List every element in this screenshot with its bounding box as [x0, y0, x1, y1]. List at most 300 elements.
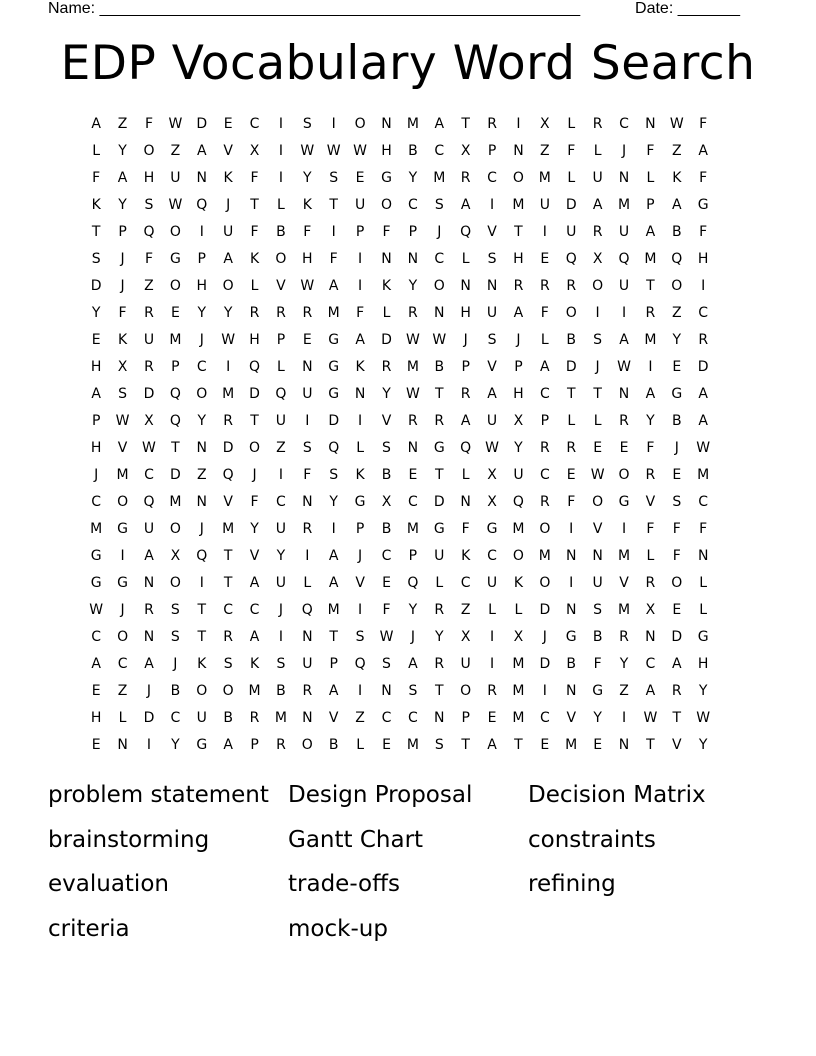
grid-cell[interactable]: S — [408, 683, 418, 699]
grid-cell[interactable]: K — [355, 467, 365, 483]
grid-cell[interactable]: M — [644, 332, 657, 348]
grid-cell[interactable]: J — [542, 629, 547, 645]
grid-cell[interactable]: S — [487, 332, 497, 348]
grid-cell[interactable]: N — [381, 116, 392, 132]
grid-cell[interactable]: M — [512, 710, 525, 726]
name-field[interactable]: Name: ______________________________________________________ — [48, 0, 581, 17]
grid-cell[interactable]: B — [566, 332, 577, 348]
grid-cell[interactable]: R — [276, 305, 286, 321]
grid-cell[interactable]: W — [300, 143, 315, 159]
grid-cell[interactable]: I — [489, 629, 495, 645]
grid-cell[interactable]: O — [169, 224, 181, 240]
grid-cell[interactable]: I — [621, 521, 627, 537]
grid-cell[interactable]: Q — [618, 251, 630, 267]
grid-cell[interactable]: V — [566, 710, 577, 726]
grid-cell[interactable]: E — [619, 440, 629, 456]
grid-cell[interactable]: P — [91, 413, 101, 429]
grid-cell[interactable]: W — [168, 197, 183, 213]
grid-cell[interactable]: G — [328, 332, 340, 348]
grid-cell[interactable]: D — [671, 629, 683, 645]
grid-cell[interactable]: A — [328, 548, 339, 564]
grid-cell[interactable]: Z — [619, 683, 629, 699]
grid-cell[interactable]: U — [275, 521, 287, 537]
grid-cell[interactable]: C — [170, 710, 181, 726]
grid-cell[interactable]: U — [592, 170, 603, 186]
grid-cell[interactable]: A — [672, 656, 682, 672]
grid-cell[interactable]: A — [328, 278, 339, 294]
grid-cell[interactable]: R — [381, 359, 392, 375]
grid-cell[interactable]: C — [407, 197, 418, 213]
grid-cell[interactable]: D — [697, 359, 709, 375]
grid-cell[interactable]: X — [460, 629, 471, 645]
grid-cell[interactable]: F — [461, 521, 470, 537]
grid-cell[interactable]: F — [646, 143, 655, 159]
grid-cell[interactable]: G — [433, 521, 445, 537]
grid-cell[interactable]: M — [512, 683, 525, 699]
grid-cell[interactable]: A — [672, 197, 682, 213]
grid-cell[interactable]: Y — [171, 737, 180, 753]
grid-cell[interactable]: C — [196, 359, 207, 375]
grid-cell[interactable]: E — [408, 467, 418, 483]
grid-cell[interactable]: O — [539, 521, 551, 537]
grid-cell[interactable]: S — [329, 467, 339, 483]
grid-cell[interactable]: V — [381, 413, 392, 429]
grid-cell[interactable]: J — [226, 197, 231, 213]
grid-cell[interactable]: N — [645, 629, 656, 645]
grid-cell[interactable]: M — [617, 602, 631, 618]
grid-cell[interactable]: F — [250, 494, 259, 510]
grid-cell[interactable]: K — [461, 548, 471, 564]
grid-cell[interactable]: F — [567, 143, 576, 159]
grid-cell[interactable]: C — [487, 170, 497, 186]
grid-cell[interactable]: M — [90, 521, 103, 537]
grid-cell[interactable]: N — [302, 494, 313, 510]
grid-cell[interactable]: J — [278, 602, 283, 618]
grid-cell[interactable]: T — [514, 224, 523, 240]
grid-cell[interactable]: Y — [408, 170, 418, 186]
grid-cell[interactable]: K — [355, 359, 365, 375]
grid-cell[interactable]: L — [435, 575, 444, 591]
grid-cell[interactable]: X — [487, 494, 497, 510]
grid-cell[interactable]: T — [197, 629, 207, 645]
grid-cell[interactable]: O — [117, 629, 129, 645]
grid-cell[interactable]: W — [326, 143, 341, 159]
grid-cell[interactable]: C — [91, 494, 102, 510]
grid-cell[interactable]: G — [697, 197, 709, 213]
grid-cell[interactable]: D — [539, 656, 551, 672]
grid-cell[interactable]: I — [516, 116, 521, 132]
grid-cell[interactable]: Z — [276, 440, 286, 456]
grid-cell[interactable]: C — [434, 251, 445, 267]
grid-cell[interactable]: E — [355, 170, 365, 186]
grid-cell[interactable]: G — [196, 737, 208, 753]
grid-cell[interactable]: I — [358, 251, 363, 267]
grid-cell[interactable]: O — [222, 278, 234, 294]
grid-cell[interactable]: U — [486, 575, 498, 591]
grid-cell[interactable]: A — [434, 116, 445, 132]
grid-cell[interactable]: N — [434, 710, 445, 726]
grid-cell[interactable]: B — [671, 224, 682, 240]
grid-cell[interactable]: Q — [328, 440, 340, 456]
grid-cell[interactable]: Y — [276, 548, 286, 564]
grid-cell[interactable]: Y — [408, 602, 418, 618]
grid-cell[interactable]: N — [381, 683, 392, 699]
grid-cell[interactable]: J — [358, 548, 363, 564]
grid-cell[interactable]: Q — [460, 440, 472, 456]
grid-cell[interactable]: H — [697, 251, 709, 267]
grid-cell[interactable]: N — [618, 170, 630, 186]
grid-cell[interactable]: G — [486, 521, 498, 537]
grid-cell[interactable]: J — [199, 332, 204, 348]
grid-cell[interactable]: L — [567, 413, 576, 429]
grid-cell[interactable]: U — [275, 575, 287, 591]
grid-cell[interactable]: L — [593, 413, 602, 429]
grid-cell[interactable]: H — [381, 143, 392, 159]
grid-cell[interactable]: S — [118, 386, 128, 402]
grid-cell[interactable]: C — [539, 467, 550, 483]
grid-cell[interactable]: A — [698, 386, 708, 402]
grid-cell[interactable]: O — [143, 143, 155, 159]
grid-cell[interactable]: M — [617, 548, 631, 564]
grid-cell[interactable]: C — [91, 629, 102, 645]
grid-cell[interactable]: A — [91, 116, 101, 132]
grid-cell[interactable]: U — [354, 197, 366, 213]
grid-cell[interactable]: Y — [223, 305, 233, 321]
grid-cell[interactable]: U — [592, 575, 603, 591]
grid-cell[interactable]: L — [461, 251, 470, 267]
grid-cell[interactable]: M — [538, 170, 551, 186]
grid-cell[interactable]: A — [196, 143, 207, 159]
grid-cell[interactable]: H — [513, 251, 524, 267]
grid-cell[interactable]: J — [674, 440, 679, 456]
grid-cell[interactable]: A — [698, 143, 708, 159]
grid-cell[interactable]: N — [143, 575, 155, 591]
grid-cell[interactable]: U — [196, 710, 207, 726]
grid-cell[interactable]: Y — [408, 278, 418, 294]
grid-cell[interactable]: C — [249, 602, 260, 618]
grid-cell[interactable]: G — [618, 494, 630, 510]
grid-cell[interactable]: Y — [329, 494, 338, 510]
grid-cell[interactable]: V — [487, 359, 497, 375]
grid-cell[interactable]: E — [91, 737, 101, 753]
grid-cell[interactable]: K — [249, 656, 260, 672]
grid-cell[interactable]: D — [565, 197, 577, 213]
grid-cell[interactable]: W — [590, 467, 605, 483]
grid-cell[interactable]: H — [90, 359, 102, 375]
grid-cell[interactable]: G — [169, 251, 181, 267]
grid-cell[interactable]: J — [463, 332, 468, 348]
grid-cell[interactable]: R — [592, 224, 603, 240]
grid-cell[interactable]: Q — [249, 359, 261, 375]
grid-cell[interactable]: K — [117, 332, 128, 348]
grid-cell[interactable]: A — [460, 413, 471, 429]
grid-cell[interactable]: S — [302, 116, 312, 132]
grid-cell[interactable]: Q — [143, 224, 155, 240]
grid-cell[interactable]: B — [328, 737, 339, 753]
grid-cell[interactable]: Q — [275, 386, 287, 402]
grid-cell[interactable]: T — [223, 548, 233, 564]
grid-cell[interactable]: R — [249, 710, 260, 726]
grid-cell[interactable]: T — [434, 683, 444, 699]
grid-cell[interactable]: S — [593, 332, 603, 348]
grid-cell[interactable]: J — [595, 359, 600, 375]
grid-cell[interactable]: L — [277, 359, 285, 375]
grid-cell[interactable]: F — [303, 224, 312, 240]
date-field[interactable]: Date: _______ — [635, 0, 740, 17]
grid-cell[interactable]: C — [407, 494, 418, 510]
grid-cell[interactable]: V — [592, 521, 603, 537]
grid-cell[interactable]: J — [94, 467, 99, 483]
grid-cell[interactable]: T — [329, 629, 338, 645]
grid-cell[interactable]: D — [196, 116, 208, 132]
grid-cell[interactable]: X — [460, 143, 471, 159]
grid-cell[interactable]: O — [169, 521, 181, 537]
grid-cell[interactable]: H — [460, 305, 471, 321]
grid-cell[interactable]: A — [91, 656, 101, 672]
grid-cell[interactable]: X — [592, 251, 603, 267]
grid-cell[interactable]: T — [434, 386, 444, 402]
grid-cell[interactable]: I — [489, 197, 495, 213]
grid-cell[interactable]: L — [567, 170, 576, 186]
grid-cell[interactable]: R — [223, 629, 234, 645]
grid-cell[interactable]: Y — [434, 629, 444, 645]
grid-cell[interactable]: U — [618, 278, 630, 294]
grid-cell[interactable]: E — [91, 683, 101, 699]
grid-cell[interactable]: X — [487, 467, 497, 483]
grid-cell[interactable]: Z — [144, 278, 154, 294]
grid-cell[interactable]: L — [540, 332, 549, 348]
grid-cell[interactable]: U — [460, 656, 471, 672]
grid-cell[interactable]: T — [593, 386, 602, 402]
grid-cell[interactable]: D — [539, 602, 551, 618]
grid-cell[interactable]: O — [249, 440, 261, 456]
grid-cell[interactable]: L — [646, 548, 655, 564]
grid-cell[interactable]: J — [252, 467, 257, 483]
grid-cell[interactable]: Q — [407, 575, 419, 591]
grid-cell[interactable]: Y — [303, 170, 312, 186]
grid-cell[interactable]: E — [672, 467, 682, 483]
grid-cell[interactable]: S — [170, 629, 180, 645]
grid-cell[interactable]: Z — [355, 710, 365, 726]
grid-cell[interactable]: I — [278, 629, 283, 645]
grid-cell[interactable]: O — [592, 278, 604, 294]
grid-cell[interactable]: N — [196, 170, 207, 186]
grid-cell[interactable]: C — [698, 494, 709, 510]
grid-cell[interactable]: L — [356, 440, 364, 456]
grid-cell[interactable]: A — [117, 170, 128, 186]
grid-cell[interactable]: Y — [698, 737, 708, 753]
grid-cell[interactable]: Q — [301, 602, 313, 618]
grid-cell[interactable]: C — [539, 710, 550, 726]
grid-cell[interactable]: C — [645, 656, 656, 672]
grid-cell[interactable]: W — [221, 332, 236, 348]
grid-cell[interactable]: H — [143, 170, 155, 186]
grid-cell[interactable]: E — [170, 305, 180, 321]
grid-cell[interactable]: O — [433, 278, 445, 294]
grid-cell[interactable]: I — [331, 521, 336, 537]
grid-cell[interactable]: T — [434, 467, 444, 483]
grid-cell[interactable]: R — [539, 440, 550, 456]
grid-cell[interactable]: U — [143, 332, 155, 348]
grid-cell[interactable]: Z — [540, 143, 550, 159]
grid-cell[interactable]: R — [487, 683, 497, 699]
grid-cell[interactable]: R — [566, 278, 577, 294]
grid-cell[interactable]: A — [249, 575, 260, 591]
grid-cell[interactable]: V — [223, 494, 233, 510]
grid-cell[interactable]: N — [302, 359, 313, 375]
grid-cell[interactable]: V — [117, 440, 128, 456]
grid-cell[interactable]: Y — [118, 197, 127, 213]
grid-cell[interactable]: R — [408, 305, 418, 321]
grid-cell[interactable]: W — [617, 359, 631, 375]
grid-cell[interactable]: Y — [118, 143, 127, 159]
grid-cell[interactable]: G — [381, 170, 392, 186]
grid-cell[interactable]: T — [566, 386, 576, 402]
grid-cell[interactable]: Y — [250, 521, 259, 537]
grid-cell[interactable]: S — [223, 656, 233, 672]
grid-cell[interactable]: E — [672, 602, 682, 618]
grid-cell[interactable]: N — [565, 683, 577, 699]
grid-cell[interactable]: U — [486, 413, 498, 429]
grid-cell[interactable]: A — [513, 305, 524, 321]
grid-cell[interactable]: R — [645, 305, 656, 321]
grid-cell[interactable]: R — [592, 116, 603, 132]
grid-cell[interactable]: F — [699, 170, 708, 186]
grid-cell[interactable]: N — [645, 116, 656, 132]
grid-cell[interactable]: F — [699, 116, 708, 132]
grid-cell[interactable]: C — [381, 548, 392, 564]
grid-cell[interactable]: H — [90, 710, 102, 726]
grid-cell[interactable]: T — [461, 737, 470, 753]
grid-cell[interactable]: O — [671, 278, 683, 294]
grid-cell[interactable]: K — [381, 278, 392, 294]
grid-cell[interactable]: F — [646, 521, 655, 537]
grid-cell[interactable]: N — [354, 386, 366, 402]
grid-cell[interactable]: P — [276, 332, 286, 348]
grid-cell[interactable]: W — [115, 413, 130, 429]
grid-cell[interactable]: W — [696, 440, 711, 456]
grid-cell[interactable]: G — [90, 575, 102, 591]
grid-cell[interactable]: G — [354, 494, 366, 510]
grid-cell[interactable]: P — [646, 197, 655, 213]
grid-cell[interactable]: T — [250, 197, 259, 213]
grid-cell[interactable]: I — [701, 278, 706, 294]
grid-cell[interactable]: M — [538, 548, 551, 564]
grid-cell[interactable]: W — [89, 602, 104, 618]
grid-cell[interactable]: I — [120, 548, 125, 564]
grid-cell[interactable]: F — [382, 602, 391, 618]
grid-cell[interactable]: B — [592, 629, 603, 645]
grid-cell[interactable]: M — [644, 251, 657, 267]
grid-cell[interactable]: L — [356, 737, 364, 753]
grid-cell[interactable]: R — [302, 305, 313, 321]
grid-cell[interactable]: A — [144, 548, 154, 564]
grid-cell[interactable]: F — [356, 305, 365, 321]
grid-cell[interactable]: T — [461, 116, 470, 132]
grid-cell[interactable]: P — [540, 413, 550, 429]
grid-cell[interactable]: W — [696, 710, 711, 726]
grid-cell[interactable]: Q — [671, 251, 683, 267]
grid-cell[interactable]: A — [487, 737, 497, 753]
grid-cell[interactable]: M — [512, 656, 525, 672]
grid-cell[interactable]: Q — [169, 386, 181, 402]
grid-cell[interactable]: Z — [671, 143, 682, 159]
grid-cell[interactable]: D — [381, 332, 392, 348]
grid-cell[interactable]: P — [197, 251, 206, 267]
grid-cell[interactable]: E — [302, 332, 312, 348]
grid-cell[interactable]: F — [699, 521, 708, 537]
grid-cell[interactable]: Y — [698, 683, 708, 699]
grid-cell[interactable]: N — [196, 494, 207, 510]
grid-cell[interactable]: R — [302, 683, 313, 699]
grid-cell[interactable]: M — [327, 602, 340, 618]
grid-cell[interactable]: U — [486, 305, 498, 321]
grid-cell[interactable]: R — [460, 386, 471, 402]
grid-cell[interactable]: X — [117, 359, 128, 375]
grid-cell[interactable]: I — [621, 710, 627, 726]
grid-cell[interactable]: S — [593, 602, 603, 618]
grid-cell[interactable]: T — [514, 737, 523, 753]
grid-cell[interactable]: V — [355, 575, 365, 591]
grid-cell[interactable]: W — [168, 116, 183, 132]
grid-cell[interactable]: P — [171, 359, 180, 375]
grid-cell[interactable]: M — [697, 467, 710, 483]
grid-cell[interactable]: P — [355, 521, 365, 537]
grid-cell[interactable]: X — [540, 116, 550, 132]
grid-cell[interactable]: N — [143, 629, 155, 645]
grid-cell[interactable]: E — [91, 332, 101, 348]
grid-cell[interactable]: C — [223, 602, 234, 618]
grid-cell[interactable]: O — [565, 305, 577, 321]
grid-cell[interactable]: W — [300, 278, 315, 294]
grid-cell[interactable]: F — [250, 224, 259, 240]
grid-cell[interactable]: Y — [382, 386, 391, 402]
grid-cell[interactable]: P — [408, 548, 418, 564]
grid-cell[interactable]: B — [408, 143, 418, 159]
grid-cell[interactable]: O — [512, 548, 524, 564]
grid-cell[interactable]: U — [513, 467, 524, 483]
grid-cell[interactable]: C — [698, 305, 709, 321]
grid-cell[interactable]: C — [381, 710, 392, 726]
grid-cell[interactable]: R — [434, 656, 445, 672]
grid-cell[interactable]: I — [569, 575, 574, 591]
grid-cell[interactable]: O — [169, 278, 181, 294]
grid-cell[interactable]: J — [410, 629, 415, 645]
grid-cell[interactable]: Z — [196, 467, 207, 483]
grid-cell[interactable]: S — [276, 656, 286, 672]
grid-cell[interactable]: T — [329, 197, 338, 213]
grid-cell[interactable]: X — [144, 413, 154, 429]
grid-cell[interactable]: D — [143, 710, 155, 726]
grid-cell[interactable]: G — [90, 548, 102, 564]
grid-cell[interactable]: K — [672, 170, 682, 186]
grid-cell[interactable]: N — [302, 710, 313, 726]
grid-cell[interactable]: R — [539, 494, 550, 510]
grid-cell[interactable]: I — [331, 116, 336, 132]
grid-cell[interactable]: R — [249, 305, 260, 321]
grid-cell[interactable]: F — [329, 251, 338, 267]
grid-cell[interactable]: L — [382, 305, 391, 321]
grid-cell[interactable]: N — [434, 305, 445, 321]
grid-cell[interactable]: R — [408, 413, 418, 429]
grid-cell[interactable]: N — [460, 278, 471, 294]
grid-cell[interactable]: Q — [460, 224, 472, 240]
grid-cell[interactable]: A — [249, 629, 260, 645]
grid-cell[interactable]: T — [91, 224, 101, 240]
grid-cell[interactable]: F — [92, 170, 101, 186]
grid-cell[interactable]: O — [354, 116, 366, 132]
grid-cell[interactable]: E — [566, 467, 576, 483]
